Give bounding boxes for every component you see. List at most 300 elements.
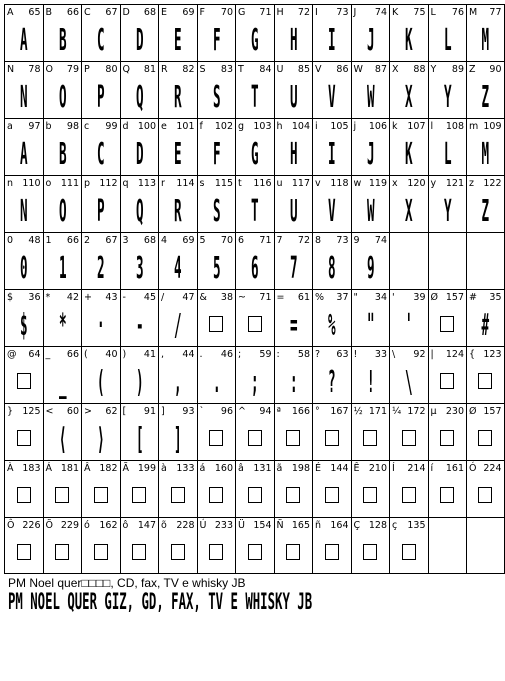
code-label: 167 — [330, 406, 349, 417]
code-label: 97 — [28, 121, 41, 132]
code-label: 162 — [99, 520, 118, 531]
glyph-cell — [4, 4, 43, 61]
missing-glyph-box — [402, 487, 416, 503]
cell-label — [431, 292, 465, 303]
code-label: 157 — [445, 292, 464, 303]
grid-row — [4, 517, 496, 574]
char-label: Ó — [469, 463, 477, 474]
glyph-cell — [120, 61, 159, 118]
empty-cell — [428, 232, 467, 289]
char-label: 5 — [199, 235, 206, 246]
glyph-sample: R — [173, 79, 182, 115]
char-label: Ç — [353, 520, 361, 531]
missing-glyph-box — [402, 430, 416, 446]
glyph-cell — [312, 517, 351, 574]
cell-label — [469, 178, 502, 189]
cell-label — [354, 64, 388, 75]
code-label: 114 — [176, 178, 195, 189]
char-label: e — [161, 121, 167, 132]
glyph-cell — [351, 289, 390, 346]
glyph-cell — [235, 232, 274, 289]
glyph-cell — [235, 61, 274, 118]
glyph-sample: U — [289, 79, 298, 115]
glyph-cell — [466, 118, 505, 175]
code-label: 110 — [22, 178, 41, 189]
glyph-cell — [81, 517, 120, 574]
cell-label — [277, 463, 311, 474]
cell-label — [354, 463, 388, 474]
cell-label — [469, 463, 502, 474]
glyph-cell — [466, 460, 505, 517]
glyph-sample: ⟩ — [96, 421, 105, 457]
code-label: 34 — [374, 292, 387, 303]
cell-label — [392, 64, 426, 75]
cell-label — [238, 520, 272, 531]
char-label: H — [276, 7, 284, 18]
glyph-cell — [4, 289, 43, 346]
char-label: t — [238, 178, 242, 189]
code-label: 120 — [407, 178, 426, 189]
code-label: 160 — [214, 463, 233, 474]
glyph-cell — [389, 403, 428, 460]
missing-glyph-box — [363, 430, 377, 446]
missing-glyph-box — [286, 430, 300, 446]
code-label: 182 — [99, 463, 118, 474]
code-label: 35 — [489, 292, 502, 303]
code-label: 96 — [220, 406, 233, 417]
code-label: 73 — [336, 235, 349, 246]
code-label: 63 — [336, 349, 349, 360]
glyph-cell — [120, 175, 159, 232]
cell-label — [238, 121, 272, 132]
glyph-cell — [4, 460, 43, 517]
code-label: 111 — [60, 178, 79, 189]
cell-label — [200, 349, 234, 360]
glyph-cell — [4, 61, 43, 118]
cell-label — [238, 7, 272, 18]
glyph-cell — [197, 175, 236, 232]
code-label: 107 — [407, 121, 426, 132]
glyph-sample: - — [135, 307, 144, 343]
char-label: a — [7, 121, 13, 132]
char-label: ? — [315, 349, 321, 360]
glyph-sample: C — [96, 136, 105, 172]
missing-glyph-box — [440, 430, 454, 446]
cell-label — [469, 121, 502, 132]
glyph-sample: L — [443, 22, 452, 58]
cell-label — [315, 121, 349, 132]
code-label: 135 — [407, 520, 426, 531]
glyph-cell — [43, 289, 82, 346]
glyph-cell — [120, 346, 159, 403]
char-label: k — [392, 121, 398, 132]
glyph-sample: 4 — [173, 250, 182, 286]
code-label: 64 — [28, 349, 41, 360]
glyph-sample: B — [58, 22, 67, 58]
char-label: @ — [7, 349, 17, 360]
code-label: 68 — [143, 7, 156, 18]
char-label: - — [122, 292, 126, 303]
char-label: Ô — [7, 520, 15, 531]
glyph-sample: 2 — [96, 250, 105, 286]
code-label: 99 — [105, 121, 118, 132]
char-label: ó — [84, 520, 90, 531]
cell-label — [7, 178, 41, 189]
code-label: 124 — [445, 349, 464, 360]
code-label: 48 — [28, 235, 41, 246]
glyph-cell — [274, 4, 313, 61]
code-label: 69 — [182, 7, 195, 18]
glyph-cell — [4, 118, 43, 175]
cell-label — [123, 406, 157, 417]
cell-label — [315, 463, 349, 474]
char-label: â — [238, 463, 244, 474]
code-label: 131 — [253, 463, 272, 474]
glyph-cell — [43, 118, 82, 175]
glyph-cell — [120, 232, 159, 289]
glyph-cell — [235, 289, 274, 346]
char-label: õ — [161, 520, 167, 531]
cell-label — [46, 121, 80, 132]
char-label: ! — [353, 349, 358, 360]
cell-label — [46, 178, 80, 189]
code-label: 92 — [413, 349, 426, 360]
code-label: 91 — [143, 406, 156, 417]
glyph-cell — [158, 175, 197, 232]
glyph-sample: R — [173, 193, 182, 229]
glyph-sample: : — [289, 364, 298, 400]
code-label: 165 — [291, 520, 310, 531]
missing-glyph-box — [132, 487, 146, 503]
char-label: ½ — [353, 406, 363, 417]
code-label: 65 — [28, 7, 41, 18]
cell-label — [46, 406, 80, 417]
char-label: Í — [392, 463, 395, 474]
glyph-sample: G — [250, 136, 259, 172]
code-label: 74 — [374, 7, 387, 18]
cell-label — [123, 178, 157, 189]
glyph-sample: ] — [173, 421, 182, 457]
code-label: 72 — [297, 7, 310, 18]
cell-label — [315, 235, 349, 246]
code-label: 90 — [489, 64, 502, 75]
char-label: s — [199, 178, 205, 189]
cell-label — [392, 178, 426, 189]
code-label: 66 — [66, 235, 79, 246]
missing-glyph-box — [248, 544, 262, 560]
glyph-cell — [235, 460, 274, 517]
missing-glyph-box — [325, 430, 339, 446]
code-label: 144 — [330, 463, 349, 474]
missing-glyph-box — [55, 487, 69, 503]
cell-label — [161, 7, 195, 18]
glyph-cell — [197, 289, 236, 346]
cell-label — [161, 520, 195, 531]
cell-label — [238, 406, 272, 417]
glyph-sample: 7 — [289, 250, 298, 286]
glyph-cell — [158, 403, 197, 460]
code-label: 119 — [368, 178, 387, 189]
char-label: T — [238, 64, 244, 75]
char-label: p — [84, 178, 91, 189]
cell-label — [354, 406, 388, 417]
glyph-sample: P — [96, 193, 105, 229]
glyph-cell — [428, 403, 467, 460]
char-label: Y — [430, 64, 437, 75]
glyph-cell — [351, 403, 390, 460]
glyph-sample: Q — [135, 79, 144, 115]
code-label: 181 — [60, 463, 79, 474]
glyph-sample: M — [481, 22, 490, 58]
code-label: 103 — [253, 121, 272, 132]
cell-label — [315, 520, 349, 531]
cell-label — [469, 64, 502, 75]
char-label: j — [353, 121, 357, 132]
char-label: ç — [392, 520, 398, 531]
char-label: . — [199, 349, 203, 360]
char-label: 8 — [315, 235, 322, 246]
code-label: 98 — [66, 121, 79, 132]
char-label: 2 — [84, 235, 91, 246]
cell-label — [7, 406, 41, 417]
glyph-cell — [158, 4, 197, 61]
code-label: 226 — [22, 520, 41, 531]
glyph-cell — [466, 403, 505, 460]
glyph-cell — [43, 403, 82, 460]
glyph-cell — [389, 460, 428, 517]
code-label: 69 — [182, 235, 195, 246]
grid-row — [4, 289, 502, 346]
grid-row — [4, 118, 502, 175]
code-label: 117 — [291, 178, 310, 189]
char-label: # — [469, 292, 477, 303]
glyph-sample: ⟨ — [58, 421, 67, 457]
glyph-cell — [235, 175, 274, 232]
glyph-sample: Z — [481, 193, 490, 229]
code-label: 161 — [445, 463, 464, 474]
cell-label — [200, 406, 234, 417]
missing-glyph-box — [17, 487, 31, 503]
glyph-cell — [389, 517, 428, 574]
missing-glyph-box — [478, 487, 492, 503]
glyph-sample: T — [250, 193, 259, 229]
code-label: 47 — [182, 292, 195, 303]
glyph-cell — [274, 232, 313, 289]
glyph-sample: E — [173, 136, 182, 172]
glyph-sample: V — [327, 193, 336, 229]
char-label: y — [430, 178, 437, 189]
cell-label — [315, 349, 349, 360]
glyph-sample: / — [173, 307, 182, 343]
glyph-sample: D — [135, 22, 144, 58]
char-label: [ — [122, 406, 127, 417]
glyph-sample: Z — [481, 79, 490, 115]
cell-label — [46, 292, 80, 303]
empty-cell — [428, 517, 467, 574]
char-label: N — [7, 64, 15, 75]
code-label: 86 — [336, 64, 349, 75]
char-label: F — [199, 7, 205, 18]
cell-label — [7, 7, 41, 18]
glyph-sample: = — [289, 307, 298, 343]
code-label: 71 — [259, 235, 272, 246]
glyph-cell — [235, 403, 274, 460]
cell-label — [392, 349, 426, 360]
glyph-cell — [158, 289, 197, 346]
glyph-cell — [197, 403, 236, 460]
code-label: 67 — [105, 235, 118, 246]
char-label: Z — [469, 64, 476, 75]
char-label: ô — [122, 520, 129, 531]
glyph-sample: # — [481, 307, 490, 343]
glyph-cell — [81, 289, 120, 346]
cell-label — [123, 64, 157, 75]
cell-label — [200, 292, 234, 303]
code-label: 123 — [483, 349, 502, 360]
char-label: u — [276, 178, 283, 189]
glyph-sample: P — [96, 79, 105, 115]
missing-glyph-box — [440, 487, 454, 503]
cell-label — [392, 406, 426, 417]
cell-label — [431, 64, 465, 75]
code-label: 113 — [137, 178, 156, 189]
glyph-cell — [81, 118, 120, 175]
char-label: $ — [7, 292, 14, 303]
glyph-cell — [428, 460, 467, 517]
cell-label — [46, 349, 80, 360]
glyph-cell — [4, 517, 43, 574]
glyph-sample: \ — [404, 364, 413, 400]
glyph-cell — [312, 4, 351, 61]
char-label: ñ — [315, 520, 322, 531]
glyph-cell — [197, 517, 236, 574]
glyph-cell — [43, 4, 82, 61]
glyph-cell — [43, 517, 82, 574]
code-label: 210 — [368, 463, 387, 474]
code-label: 33 — [374, 349, 387, 360]
code-label: 70 — [220, 235, 233, 246]
char-label: & — [199, 292, 207, 303]
char-label: J — [353, 7, 357, 18]
code-label: 122 — [483, 178, 502, 189]
char-label: O — [45, 64, 53, 75]
cell-label — [238, 349, 272, 360]
code-label: 87 — [374, 64, 387, 75]
glyph-cell — [428, 4, 467, 61]
glyph-cell — [312, 460, 351, 517]
char-label: , — [161, 349, 165, 360]
code-label: 79 — [66, 64, 79, 75]
glyph-sample: 3 — [135, 250, 144, 286]
glyph-cell — [274, 175, 313, 232]
glyph-sample: K — [404, 22, 413, 58]
glyph-cell — [43, 175, 82, 232]
glyph-cell — [120, 289, 159, 346]
code-label: 171 — [368, 406, 387, 417]
glyph-sample: ' — [404, 307, 413, 343]
code-label: 76 — [451, 7, 464, 18]
cell-label — [84, 463, 118, 474]
glyph-cell — [158, 232, 197, 289]
missing-glyph-box — [325, 544, 339, 560]
char-label: f — [199, 121, 203, 132]
code-label: 228 — [176, 520, 195, 531]
char-label: Ñ — [276, 520, 284, 531]
glyph-cell — [81, 232, 120, 289]
glyph-sample: U — [289, 193, 298, 229]
cell-label — [238, 64, 272, 75]
glyph-sample: Y — [443, 193, 452, 229]
char-label: > — [84, 406, 92, 417]
glyph-cell — [428, 346, 467, 403]
glyph-cell — [312, 61, 351, 118]
code-label: 37 — [336, 292, 349, 303]
glyph-sample: A — [19, 22, 28, 58]
char-label: | — [430, 349, 434, 360]
char-label: 4 — [161, 235, 168, 246]
code-label: 83 — [220, 64, 233, 75]
code-label: 116 — [253, 178, 272, 189]
char-label: í — [430, 463, 434, 474]
code-label: 67 — [105, 7, 118, 18]
glyph-cell — [312, 346, 351, 403]
code-label: 72 — [297, 235, 310, 246]
cell-label — [46, 7, 80, 18]
cell-label — [431, 121, 465, 132]
glyph-sample: 6 — [250, 250, 259, 286]
glyph-sample: H — [289, 22, 298, 58]
char-label: : — [276, 349, 280, 360]
glyph-cell — [274, 289, 313, 346]
code-label: 88 — [413, 64, 426, 75]
cell-label — [123, 520, 157, 531]
glyph-cell — [351, 118, 390, 175]
cell-label — [161, 292, 195, 303]
glyph-sample: X — [404, 79, 413, 115]
char-label: À — [7, 463, 14, 474]
glyph-cell — [428, 61, 467, 118]
char-label: C — [84, 7, 91, 18]
char-label: 3 — [122, 235, 129, 246]
code-label: 73 — [336, 7, 349, 18]
missing-glyph-box — [209, 487, 223, 503]
char-label: i — [315, 121, 318, 132]
glyph-cell — [466, 61, 505, 118]
char-label: Ú — [199, 520, 207, 531]
char-label: 0 — [7, 235, 14, 246]
code-label: 61 — [297, 292, 310, 303]
cell-label — [7, 463, 41, 474]
glyph-cell — [312, 289, 351, 346]
char-label: Ü — [238, 520, 245, 531]
code-label: 39 — [413, 292, 426, 303]
char-label: Á — [45, 463, 52, 474]
cell-label — [469, 7, 502, 18]
missing-glyph-box — [132, 544, 146, 560]
glyph-sample: N — [19, 193, 28, 229]
glyph-cell — [274, 460, 313, 517]
code-label: 38 — [220, 292, 233, 303]
cell-label — [277, 406, 311, 417]
glyph-sample: F — [212, 136, 221, 172]
cell-label — [161, 64, 195, 75]
glyph-cell — [235, 4, 274, 61]
glyph-sample: * — [58, 307, 67, 343]
char-label: " — [353, 292, 358, 303]
cell-label — [84, 235, 118, 246]
char-label: P — [84, 64, 90, 75]
char-label: * — [45, 292, 51, 303]
